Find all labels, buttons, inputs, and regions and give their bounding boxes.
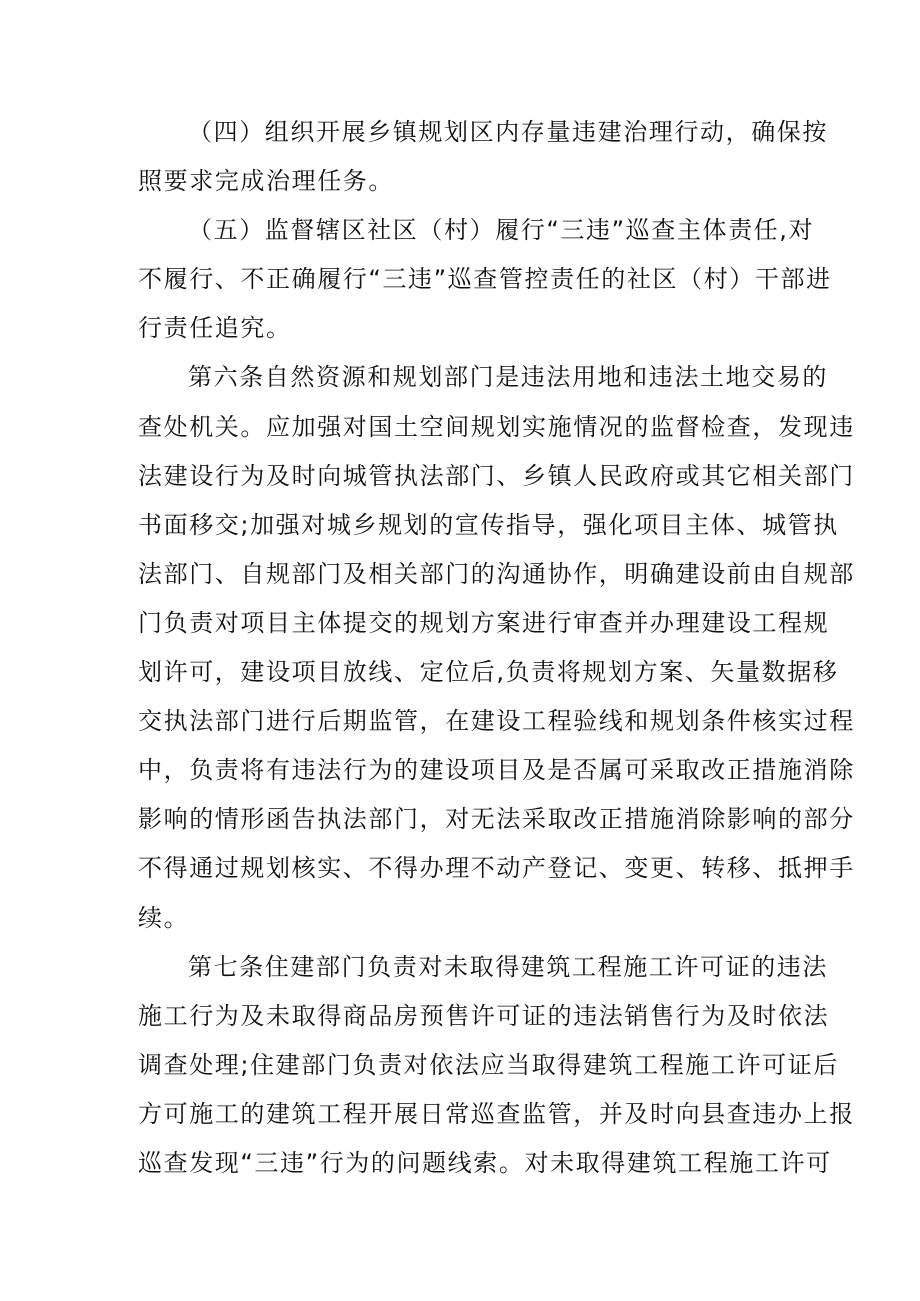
article-6-line-3: 法建设行为及时向城管执法部门、乡镇人民政府或其它相关部门 [138, 461, 855, 490]
document-page [138, 108, 855, 1188]
article-6-line-4: 书面移交;加强对城乡规划的宣传指导，强化项目主体、城管执 [138, 510, 839, 539]
article-6-line-8: 交执法部门进行后期监管，在建设工程验线和规划条件核实过程 [138, 707, 855, 736]
paragraph-5-line-1: （五）监督辖区社区（村）履行“三违”巡查主体责任,对 [188, 216, 815, 245]
paragraph-4-line-2: 照要求完成治理任务。 [138, 167, 394, 196]
article-6-line-12: 续。 [138, 903, 190, 932]
article-7-line-4: 方可施工的建筑工程开展日常巡查监管，并及时向县查违办上报 [138, 1099, 855, 1128]
article-6-line-9: 中，负责将有违法行为的建设项目及是否属可采取改正措施消除 [138, 756, 855, 785]
article-7-line-5: 巡查发现“三违”行为的问题线索。对未取得建筑工程施工许可 [138, 1148, 832, 1177]
article-6-line-6: 门负责对项目主体提交的规划方案进行审查并办理建设工程规 [138, 608, 830, 637]
article-7-line-3: 调查处理;住建部门负责对依法应当取得建筑工程施工许可证后 [138, 1050, 839, 1079]
article-6-line-11: 不得通过规划核实、不得办理不动产登记、变更、转移、抵押手 [138, 854, 855, 883]
paragraph-4-line-1: （四）组织开展乡镇规划区内存量违建治理行动，确保按 [188, 118, 828, 146]
paragraph-5-line-3: 行责任追究。 [138, 314, 292, 343]
article-6-line-10: 影响的情形函告执法部门，对无法采取改正措施消除影响的部分 [138, 805, 855, 834]
article-7-line-2: 施工行为及未取得商品房预售许可证的违法销售行为及时依法 [138, 1001, 830, 1030]
article-6-line-1: 第六条自然资源和规划部门是违法用地和违法土地交易的 [188, 363, 828, 392]
article-7-line-1: 第七条住建部门负责对未取得建筑工程施工许可证的违法 [188, 952, 828, 981]
article-6-line-7: 划许可，建设项目放线、定位后,负责将规划方案、矢量数据移 [138, 658, 839, 687]
article-6-line-5: 法部门、自规部门及相关部门的沟通协作，明确建设前由自规部 [138, 559, 855, 588]
paragraph-5-line-2: 不履行、不正确履行“三违”巡查管控责任的社区（村）干部进 [138, 265, 832, 294]
article-6-line-2: 查处机关。应加强对国土空间规划实施情况的监督检查，发现违 [138, 412, 855, 441]
